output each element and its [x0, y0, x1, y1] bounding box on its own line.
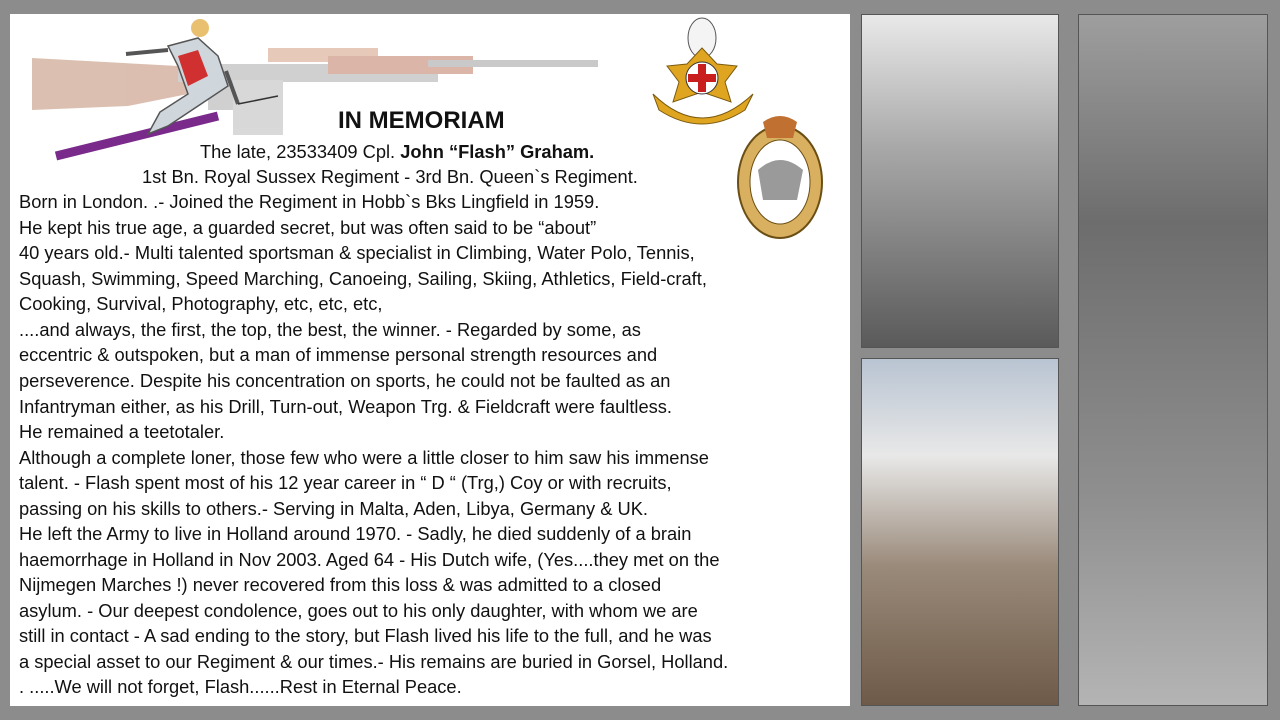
memorial-line: Squash, Swimming, Speed Marching, Canoeing, Sailing, Skiing, Athletics, Field-craft,: [19, 268, 707, 289]
soldier-name: John “Flash” Graham.: [400, 141, 595, 162]
queens-regiment-crest: [733, 110, 828, 245]
memorial-line: 40 years old.- Multi talented sportsman & specialist in Climbing, Water Polo, Tennis,: [19, 242, 695, 263]
memorial-line: He left the Army to live in Holland around 1970. - Sadly, he died suddenly of a brain: [19, 523, 692, 544]
photo-shirtless-soldier: [861, 14, 1059, 348]
memorial-line: . .....We will not forget, Flash......Rest in Eternal Peace.: [19, 676, 462, 697]
memorial-line: asylum. - Our deepest condolence, goes out to his only daughter, with whom we are: [19, 600, 698, 621]
memorial-title: IN MEMORIAM: [338, 107, 505, 134]
memorial-line: He remained a teetotaler.: [19, 421, 225, 442]
memorial-line: 1st Bn. Royal Sussex Regiment - 3rd Bn. Queen`s Regiment.: [142, 166, 638, 187]
memorial-line: He kept his true age, a guarded secret, but was often said to be “about”: [19, 217, 597, 238]
memorial-line: ....and always, the first, the top, the best, the winner. - Regarded by some, as: [19, 319, 641, 340]
memorial-line: passing on his skills to others.- Serving in Malta, Aden, Libya, Germany & UK.: [19, 498, 648, 519]
memorial-line: eccentric & outspoken, but a man of immense personal strength resources and: [19, 344, 658, 365]
memorial-line: a special asset to our Regiment & our times.- His remains are buried in Gorsel, Holland.: [19, 651, 729, 672]
photo-skier-red-sweater: [861, 358, 1059, 706]
memorial-line: perseverence. Despite his concentration on sports, he could not be faulted as an: [19, 370, 671, 391]
photo-uniformed-soldier: [1078, 14, 1268, 706]
memorial-line: Born in London. .- Joined the Regiment in Hobb`s Bks Lingfield in 1959.: [19, 191, 600, 212]
memorial-line: haemorrhage in Holland in Nov 2003. Aged 64 - His Dutch wife, (Yes....they met on the: [19, 549, 720, 570]
memorial-line: talent. - Flash spent most of his 12 year career in “ D “ (Trg,) Coy or with recruits,: [19, 472, 672, 493]
memorial-line: The late, 23533409 Cpl. John “Flash” Graham.: [200, 141, 595, 162]
memorial-line: Nijmegen Marches !) never recovered from this loss & was admitted to a closed: [19, 574, 662, 595]
memorial-line: Although a complete loner, those few who were a little closer to him saw his immense: [19, 447, 709, 468]
memorial-line: Infantryman either, as his Drill, Turn-out, Weapon Trg. & Fieldcraft were faultless.: [19, 396, 672, 417]
memorial-line: still in contact - A sad ending to the story, but Flash lived his life to the full, and he was: [19, 625, 712, 646]
memorial-line: Cooking, Survival, Photography, etc, etc, etc,: [19, 293, 383, 314]
